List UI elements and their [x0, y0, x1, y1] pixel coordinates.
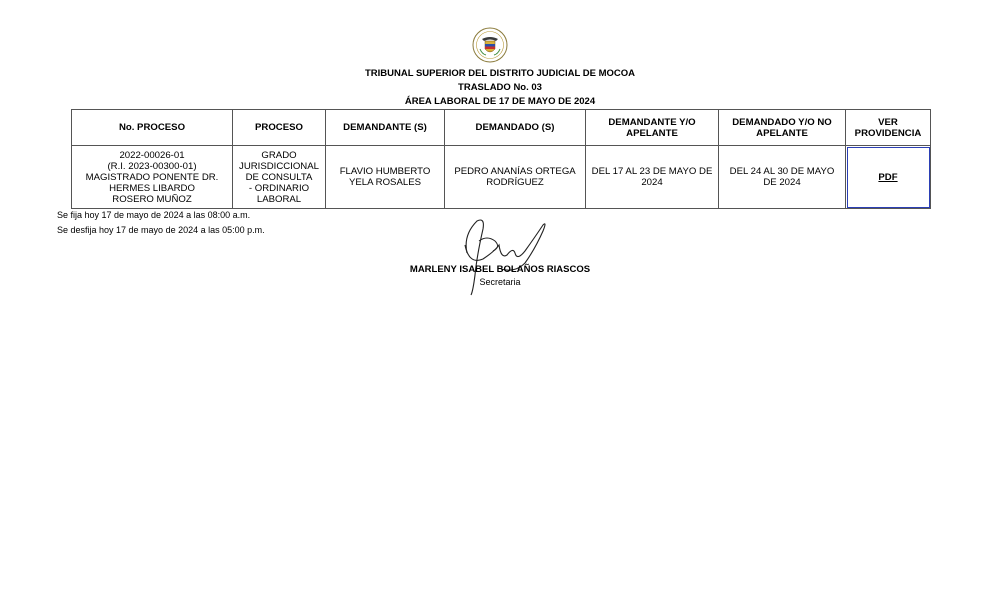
- cell-line: (R.I. 2023-00300-01): [107, 160, 197, 172]
- court-title: TRIBUNAL SUPERIOR DEL DISTRITO JUDICIAL DE MOCOA: [364, 68, 636, 79]
- cell-line: JURISDICCIONAL: [239, 160, 319, 172]
- col-no-proceso: No. PROCESO: [72, 110, 233, 146]
- signer-name: MARLENY ISABEL BOLAÑOS RIASCOS: [409, 264, 591, 275]
- cell-demandante-apelante: DEL 17 AL 23 DE MAYO DE 2024: [586, 146, 719, 209]
- table-row: [72, 146, 931, 209]
- cell-line: - ORDINARIO: [248, 182, 310, 194]
- cell-demandado: PEDRO ANANÍAS ORTEGA RODRÍGUEZ: [445, 146, 586, 209]
- cell-line: GRADO: [261, 149, 297, 161]
- col-ver-providencia: VER PROVIDENCIA: [846, 110, 931, 146]
- cell-ver-providencia: [846, 146, 931, 209]
- traslado-table: [71, 109, 931, 209]
- table-header-row: [72, 110, 931, 146]
- cell-line: LABORAL: [256, 193, 302, 205]
- coat-of-arms-seal-icon: [472, 27, 508, 63]
- col-demandante: DEMANDANTE (S): [326, 110, 445, 146]
- col-demandado: DEMANDADO (S): [445, 110, 586, 146]
- cell-line: HERMES LIBARDO: [109, 182, 195, 194]
- cell-proceso: [233, 146, 326, 209]
- fija-note: Se fija hoy 17 de mayo de 2024 a las 08:00 a.m.: [57, 210, 251, 220]
- desfija-note: Se desfija hoy 17 de mayo de 2024 a las 05:00 p.m.: [57, 225, 265, 235]
- pdf-link[interactable]: PDF: [878, 171, 898, 183]
- traslado-number: TRASLADO No. 03: [458, 82, 542, 93]
- cell-line: 2022-00026-01: [119, 149, 185, 161]
- cell-demandante: FLAVIO HUMBERTO YELA ROSALES: [326, 146, 445, 209]
- cell-line: ROSERO MUÑOZ: [112, 193, 192, 205]
- cell-demandado-no-apelante: DEL 24 AL 30 DE MAYO DE 2024: [719, 146, 846, 209]
- col-demandante-apelante: DEMANDANTE Y/O APELANTE: [586, 110, 719, 146]
- cell-line: DE CONSULTA: [245, 171, 313, 183]
- area-date: ÁREA LABORAL DE 17 DE MAYO DE 2024: [404, 96, 596, 107]
- signer-role: Secretaria: [479, 277, 521, 287]
- cell-line: MAGISTRADO PONENTE DR.: [85, 171, 219, 183]
- col-demandado-no-apelante: DEMANDADO Y/O NO APELANTE: [719, 110, 846, 146]
- col-proceso: PROCESO: [233, 110, 326, 146]
- cell-no-proceso: [72, 146, 233, 209]
